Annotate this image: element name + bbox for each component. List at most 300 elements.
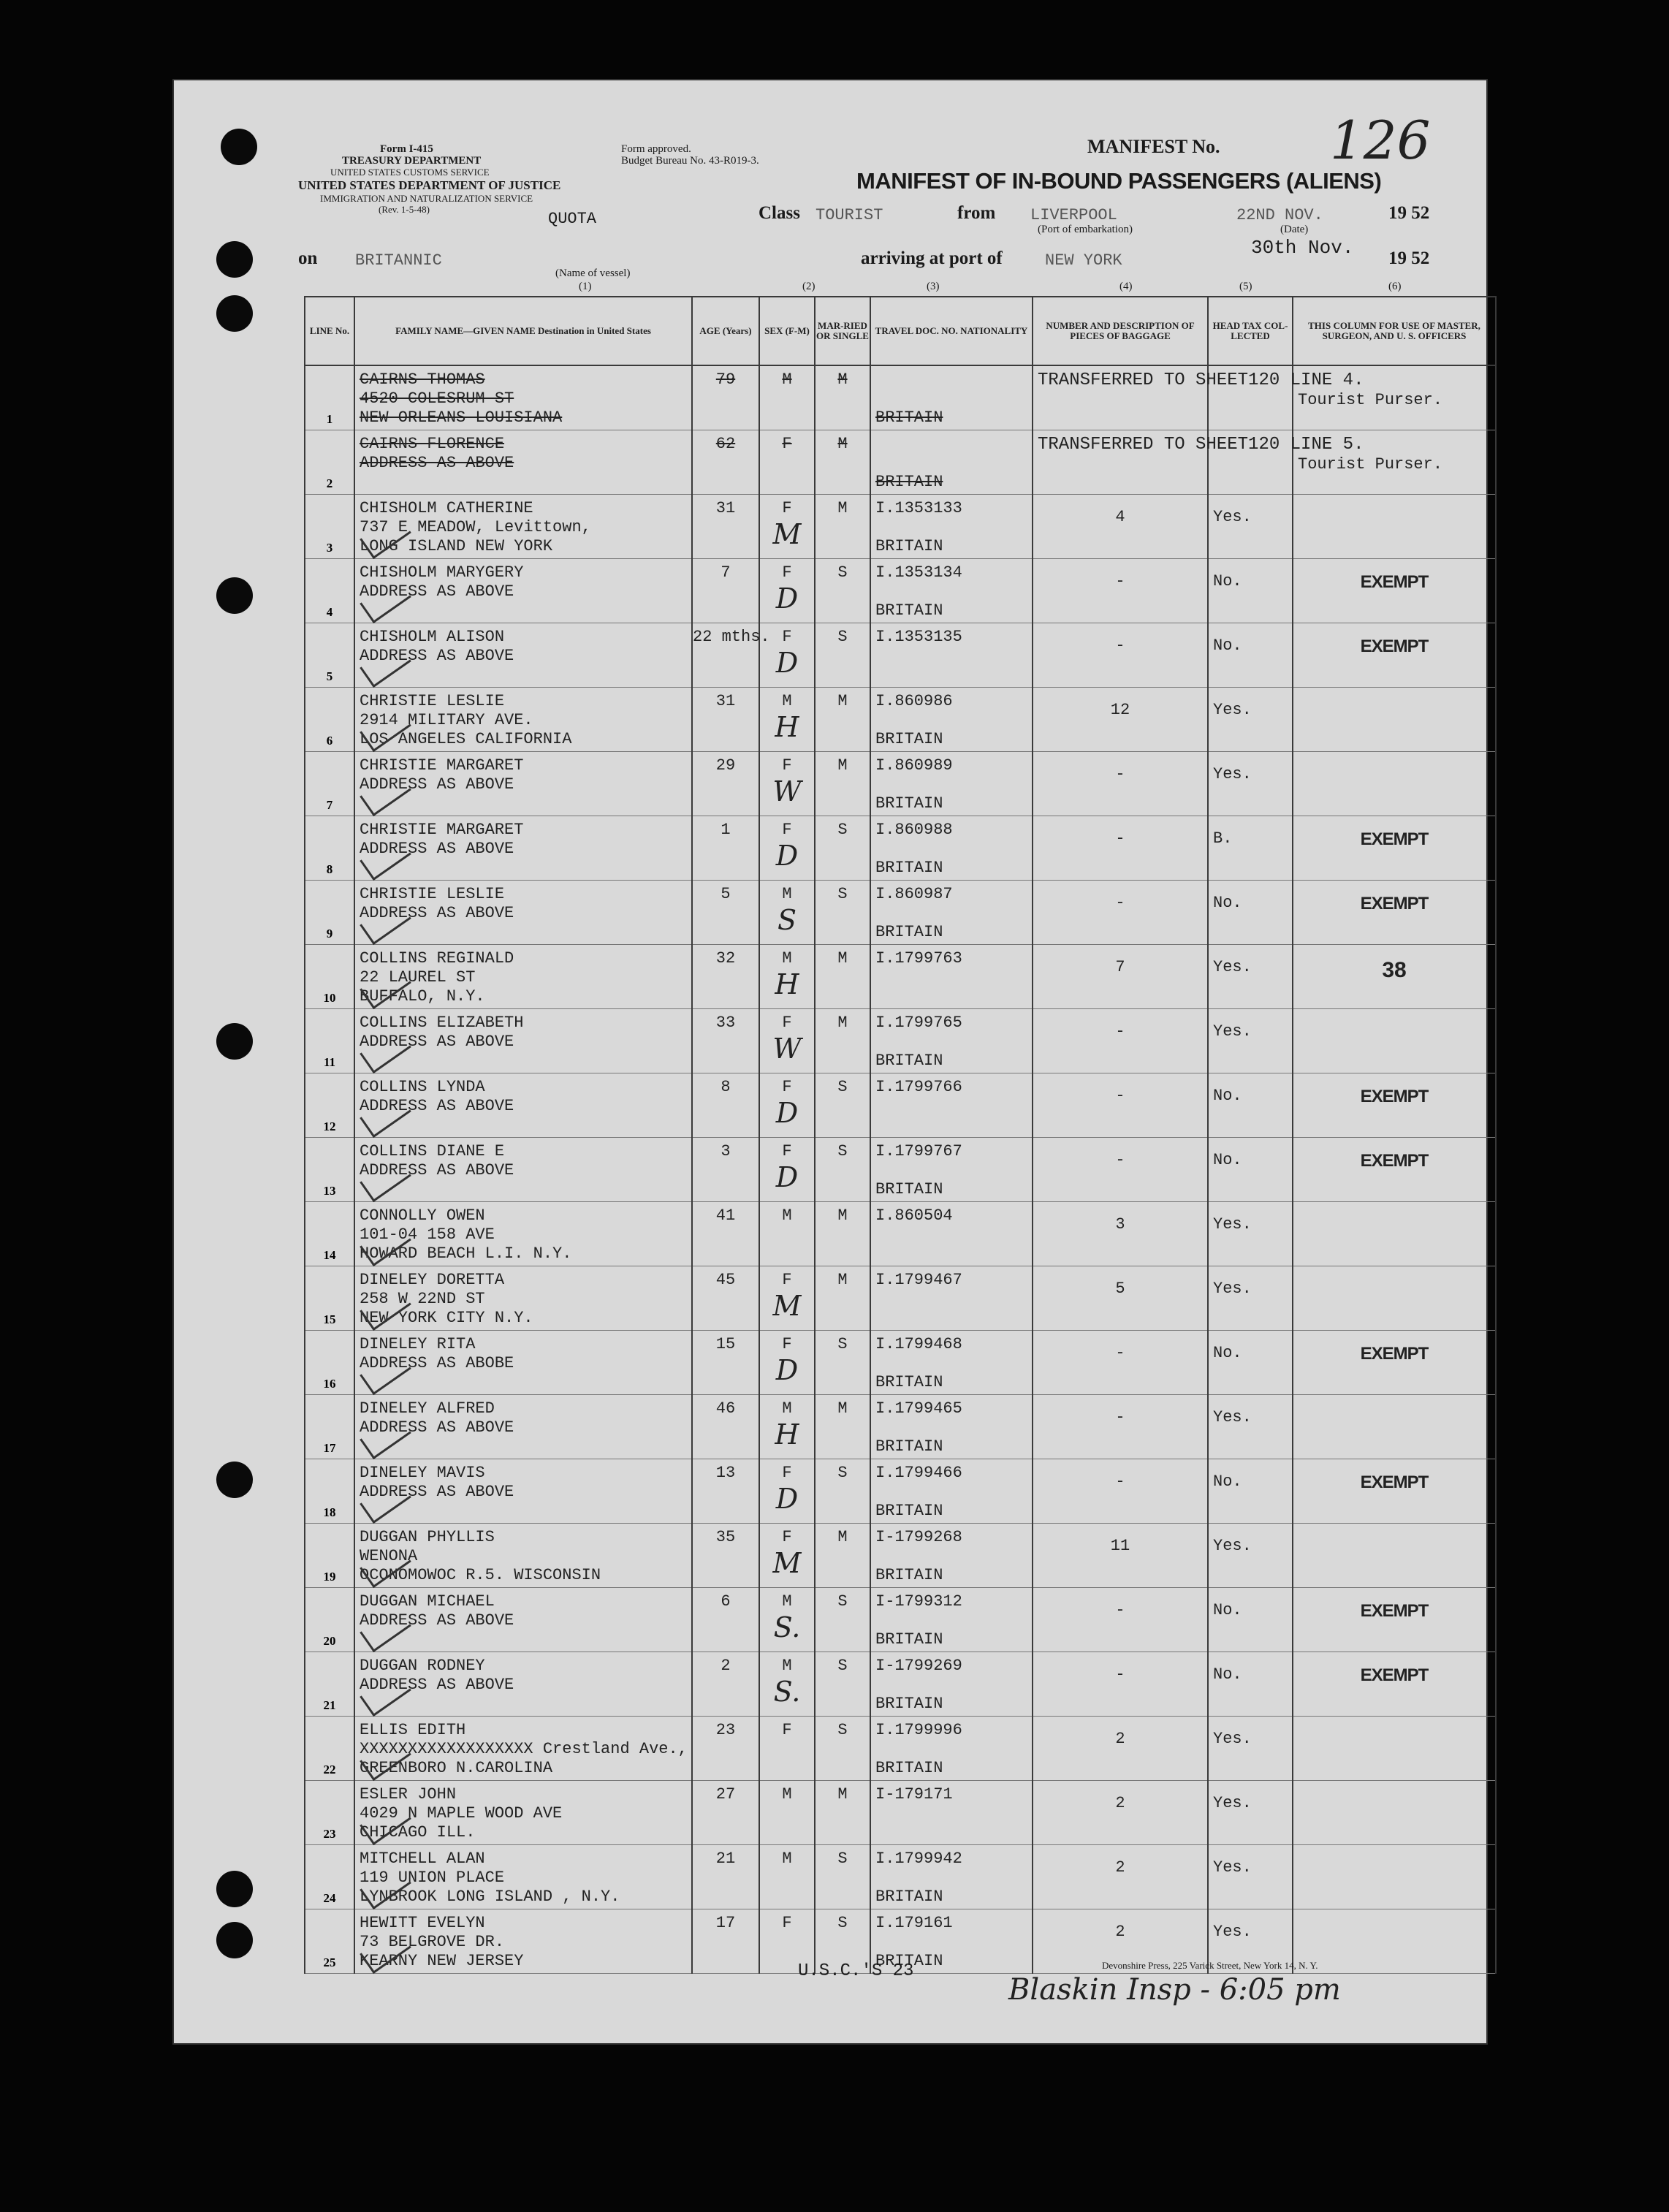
cell-married [815,1652,870,1717]
cell-sex [759,816,815,881]
arriving-label: arriving at port of [861,248,1003,268]
cell-line [305,1395,354,1459]
nationality: BRITAIN [875,473,943,491]
inspector-signature: Blaskin Insp - 6:05 pm [1008,1973,1341,2007]
passenger-age: 8 [721,1078,731,1096]
cell-head-tax [1208,1009,1293,1073]
from-value: LIVERPOOL [1030,206,1117,224]
passenger-age: 21 [715,1850,736,1868]
cell-name [354,1138,692,1202]
line-number: 5 [326,669,333,683]
cell-married [815,1524,870,1588]
marital-status: S [837,1464,848,1482]
passenger-age: 6 [721,1592,731,1611]
cell-age [692,1588,759,1652]
cell-sex [759,688,815,752]
passenger-name: CHRISTIE MARGARET [360,756,524,775]
destination-line1: ADDRESS AS ABOVE [360,1418,514,1437]
passenger-age: 62 [715,435,736,453]
cell-line [305,430,354,495]
cell-sex [759,623,815,688]
table-header-row [305,297,1496,365]
examiner-mark: D [775,1483,799,1515]
cell-baggage [1033,1138,1208,1202]
cell-officers [1293,430,1496,495]
cell-sex [759,430,815,495]
cell-officers [1293,1073,1496,1138]
table-row [305,430,1496,495]
cell-baggage [1033,688,1208,752]
baggage-count: 2 [1115,1923,1125,1941]
cell-name [354,559,692,623]
header-baggage: NUMBER AND DESCRIPTION OF PIECES OF BAGGAGE [1033,297,1208,365]
marital-status: S [837,1335,848,1353]
cell-name [354,1459,692,1524]
destination-line1: ADDRESS AS ABOVE [360,1483,514,1501]
travel-doc-number: I.1799996 [875,1721,962,1739]
cell-sex [759,881,815,945]
baggage-count: 2 [1115,1858,1125,1877]
travel-doc-number: I.1799767 [875,1142,962,1160]
header-age: AGE (Years) [692,297,759,365]
destination-line1: 101-04 158 AVE [360,1225,495,1244]
table-row [305,1266,1496,1331]
destination-line1: 119 UNION PLACE [360,1869,505,1887]
destination-line1: ADDRESS AS ABOVE [360,582,514,601]
travel-doc-number: I.1799466 [875,1464,962,1482]
table-row [305,495,1496,559]
head-tax: Yes. [1213,1215,1252,1234]
treasury-dept: TREASURY DEPARTMENT [342,155,482,167]
cell-officers [1293,365,1496,430]
line-number: 9 [326,927,333,940]
nationality: BRITAIN [875,923,943,941]
cell-officers [1293,1395,1496,1459]
destination-line1: 22 LAUREL ST [360,968,476,987]
arrival-date: 30th Nov. [1251,237,1354,259]
passenger-sex: M [782,1657,792,1675]
marital-status: S [837,1592,848,1611]
cell-name [354,688,692,752]
nationality: BRITAIN [875,1566,943,1584]
line-number: 8 [326,862,333,876]
cell-officers [1293,559,1496,623]
travel-doc-number: I.1799763 [875,949,962,968]
head-tax: Yes. [1213,508,1252,526]
cell-baggage [1033,1588,1208,1652]
header-married: MAR-RIED OR SINGLE [815,297,870,365]
destination-line1: WENONA [360,1547,418,1565]
cell-baggage [1033,1652,1208,1717]
line-number: 15 [323,1312,336,1326]
passenger-sex: F [782,435,792,453]
passenger-name: CAIRNS THOMAS [360,370,485,389]
arriving-port: NEW YORK [1045,251,1122,270]
cell-married [815,430,870,495]
destination-line1: 737 E MEADOW, Levittown, [360,518,591,536]
cell-line [305,945,354,1009]
line-number: 10 [323,991,336,1005]
destination-line2: LOS ANGELES CALIFORNIA [360,730,572,748]
marital-status: M [837,1399,848,1418]
cell-head-tax [1208,1266,1293,1331]
cell-name [354,365,692,430]
examiner-mark: M [772,1547,802,1579]
travel-doc-number: I.1799766 [875,1078,962,1096]
cell-married [815,1266,870,1331]
line-number: 18 [323,1505,336,1519]
cell-doc [870,688,1033,752]
passenger-name: DUGGAN PHYLLIS [360,1528,495,1546]
cell-line [305,1331,354,1395]
marital-status: M [837,499,848,517]
year-embark: 19 52 [1388,203,1430,223]
cell-doc [870,1717,1033,1781]
cell-officers [1293,1202,1496,1266]
travel-doc-number: I.1799765 [875,1014,962,1032]
destination-line1: XXXXXXXXXXXXXXXXXX Crestland Ave., [360,1740,688,1758]
cell-sex [759,1588,815,1652]
cell-age [692,623,770,688]
officer-note: Tourist Purser. [1298,391,1443,409]
cell-line [305,1138,354,1202]
passenger-age: 31 [715,692,736,710]
cell-sex [759,1845,815,1909]
baggage-count: 7 [1115,958,1125,976]
cell-doc [870,1266,1033,1331]
cell-baggage [1033,1073,1208,1138]
table-row [305,945,1496,1009]
column-number: (2) [802,281,816,292]
cell-officers [1293,1781,1496,1845]
cell-married [815,1588,870,1652]
column-number: (5) [1239,281,1252,292]
baggage-count: 4 [1115,508,1125,526]
cell-baggage [1033,1395,1208,1459]
cell-married [815,1459,870,1524]
passenger-sex: F [782,1014,792,1032]
line-number: 17 [323,1441,336,1455]
cell-age [692,1459,759,1524]
passenger-name: DUGGAN MICHAEL [360,1592,495,1611]
line-number: 14 [323,1248,336,1262]
cell-baggage [1033,1202,1208,1266]
travel-doc-number: I.860987 [875,885,953,903]
table-row [305,1588,1496,1652]
passenger-name: CHISHOLM ALISON [360,628,505,646]
form-approved: Form approved. [621,143,691,155]
marital-status: S [837,1078,848,1096]
officer-note: EXEMPT [1360,572,1429,592]
officer-note: EXEMPT [1360,1665,1429,1685]
baggage-count: 12 [1110,701,1130,719]
cell-head-tax [1208,881,1293,945]
cell-doc [870,1073,1033,1138]
passenger-name: CONNOLLY OWEN [360,1206,485,1225]
destination-line1: 258 W 22ND ST [360,1290,485,1308]
cell-married [815,365,870,430]
examiner-mark: M [772,518,802,550]
examiner-mark: D [775,647,799,679]
cell-sex [759,1009,815,1073]
travel-doc-number: I.860986 [875,692,953,710]
manifest-number: 126 [1330,110,1431,171]
nationality: BRITAIN [875,1052,943,1070]
destination-line1: ADDRESS AS ABOVE [360,1611,514,1630]
cell-officers [1293,623,1496,688]
cell-age [692,945,759,1009]
marital-status: M [837,435,848,453]
table-row [305,1652,1496,1717]
head-tax: No. [1213,636,1242,655]
table-row [305,1781,1496,1845]
cell-name [354,495,692,559]
travel-doc-number: I-1799269 [875,1657,962,1675]
line-number: 2 [326,476,333,490]
table-row [305,752,1496,816]
column-number: (6) [1388,281,1402,292]
travel-doc-number: I.179161 [875,1914,953,1932]
table-row [305,559,1496,623]
cell-head-tax [1208,688,1293,752]
examiner-mark: D [775,840,799,872]
passenger-sex: M [782,885,792,903]
passenger-sex: M [782,370,792,389]
cell-married [815,945,870,1009]
marital-status: M [837,1785,848,1804]
travel-doc-number: I.1799467 [875,1271,962,1289]
cell-sex [759,365,815,430]
cell-head-tax [1208,1588,1293,1652]
cell-doc [870,1395,1033,1459]
examiner-mark: D [775,1097,799,1129]
cell-sex [759,752,815,816]
destination-line1: ADDRESS AS ABOVE [360,904,514,922]
officer-note: EXEMPT [1360,829,1429,849]
baggage-count: TRANSFERRED TO SHEET120 LINE 4. [1038,370,1364,390]
budget-bureau: Budget Bureau No. 43-R019-3. [621,155,759,167]
destination-line2: BUFFALO, N.Y. [360,987,485,1006]
cell-age [692,495,759,559]
cell-officers [1293,816,1496,881]
justice-dept: UNITED STATES DEPARTMENT OF JUSTICE [298,178,561,192]
cell-head-tax [1208,430,1293,495]
nationality: BRITAIN [875,859,943,877]
examiner-mark: S [777,904,797,936]
cell-doc [870,945,1033,1009]
cell-age [692,1717,759,1781]
cell-doc [870,365,1033,430]
cell-married [815,1073,870,1138]
cell-sex [759,1652,815,1717]
cell-head-tax [1208,1652,1293,1717]
cell-age [692,1781,759,1845]
cell-baggage [1033,1524,1208,1588]
cell-age [692,1652,759,1717]
line-number: 3 [326,541,333,555]
cell-name [354,1909,692,1974]
cell-head-tax [1208,1202,1293,1266]
cell-age [692,881,759,945]
cell-married [815,1845,870,1909]
baggage-count: 11 [1110,1537,1130,1555]
passenger-age: 33 [715,1014,736,1032]
passenger-name: DINELEY ALFRED [360,1399,495,1418]
head-tax: No. [1213,1087,1242,1105]
cell-officers [1293,1652,1496,1717]
cell-baggage [1033,1781,1208,1845]
line-number: 7 [326,798,333,812]
cell-age [692,365,759,430]
destination-line1: ADDRESS AS ABOVE [360,454,514,472]
nationality: BRITAIN [875,1952,943,1970]
destination-line1: ADDRESS AS ABOBE [360,1354,514,1372]
baggage-count: 3 [1115,1215,1125,1234]
baggage-count: 2 [1115,1794,1125,1812]
cell-head-tax [1208,1459,1293,1524]
passenger-age: 15 [715,1335,736,1353]
passenger-age: 7 [721,563,731,582]
nationality: BRITAIN [875,1888,943,1906]
travel-doc-number: I.860988 [875,821,953,839]
destination-line1: ADDRESS AS ABOVE [360,1033,514,1051]
cell-line [305,1781,354,1845]
passenger-name: MITCHELL ALAN [360,1850,485,1868]
cell-officers [1293,1845,1496,1909]
passenger-age: 35 [715,1528,736,1546]
manifest-title: MANIFEST OF IN-BOUND PASSENGERS (ALIENS) [856,168,1382,194]
form-number: Form I-415 [380,143,433,155]
cell-officers [1293,495,1496,559]
destination-line1: 2914 MILITARY AVE. [360,711,533,729]
baggage-count: - [1115,1087,1125,1105]
table-row [305,1395,1496,1459]
line-number: 23 [323,1827,336,1841]
line-number: 21 [323,1698,336,1712]
header-sex: SEX (F-M) [759,297,815,365]
passenger-sex: F [782,1528,792,1546]
passenger-table [304,296,1497,1974]
year-arrival: 19 52 [1388,248,1430,268]
cell-head-tax [1208,559,1293,623]
cell-baggage [1033,1717,1208,1781]
examiner-mark: H [775,1418,799,1451]
baggage-count: 2 [1115,1730,1125,1748]
passenger-sex: F [782,756,792,775]
cell-baggage [1033,1845,1208,1909]
passenger-age: 13 [715,1464,736,1482]
destination-line1: ADDRESS AS ABOVE [360,840,514,858]
cell-name [354,623,692,688]
head-tax: No. [1213,1472,1242,1491]
uscs-number: U.S.C.'S 23 [798,1961,914,1981]
cell-officers [1293,1138,1496,1202]
passenger-age: 79 [715,370,736,389]
examiner-mark: M [772,1290,802,1322]
cell-married [815,1202,870,1266]
marital-status: M [837,1014,848,1032]
table-row [305,688,1496,752]
cell-age [692,1845,759,1909]
cell-baggage [1033,623,1208,688]
cell-head-tax [1208,816,1293,881]
cell-married [815,1009,870,1073]
from-label: from [957,203,996,223]
cell-head-tax [1208,365,1293,430]
baggage-count: - [1115,1472,1125,1491]
line-number: 16 [323,1377,336,1391]
examiner-mark: H [775,711,799,743]
cell-age [692,1524,759,1588]
head-tax: Yes. [1213,1858,1252,1877]
cell-married [815,1395,870,1459]
passenger-name: CAIRNS FLORENCE [360,435,505,453]
cell-baggage [1033,816,1208,881]
cell-married [815,881,870,945]
cell-head-tax [1208,945,1293,1009]
cell-age [692,1073,759,1138]
passenger-age: 45 [715,1271,736,1289]
marital-status: M [837,1206,848,1225]
passenger-age: 41 [715,1206,736,1225]
marital-status: M [837,1528,848,1546]
table-row [305,365,1496,430]
officer-note: EXEMPT [1360,1472,1429,1492]
cell-officers [1293,1009,1496,1073]
baggage-count: - [1115,572,1125,590]
cell-age [692,1331,759,1395]
cell-age [692,1202,759,1266]
examiner-mark: W [772,775,802,807]
passenger-age: 1 [721,821,731,839]
cell-doc [870,623,1033,688]
marital-status: S [837,1657,848,1675]
head-tax: Yes. [1213,1022,1252,1041]
cell-head-tax [1208,1073,1293,1138]
marital-status: M [837,949,848,968]
destination-line2: OCONOMOWOC R.5. WISCONSIN [360,1566,601,1584]
cell-married [815,688,870,752]
passenger-name: DINELEY DORETTA [360,1271,505,1289]
cell-doc [870,752,1033,816]
passenger-age: 5 [721,885,731,903]
cell-sex [759,1524,815,1588]
passenger-name: COLLINS DIANE E [360,1142,505,1160]
punch-hole [216,1871,253,1907]
passenger-sex: F [782,1142,792,1160]
passenger-name: DINELEY RITA [360,1335,476,1353]
form-revision: (Rev. 1-5-48) [379,204,430,215]
manifest-no-label: MANIFEST No. [1087,136,1220,157]
cell-line [305,1717,354,1781]
passenger-sex: F [782,821,792,839]
table-row [305,816,1496,881]
printer-imprint: Devonshire Press, 225 Varick Street, New York 14, N. Y. [1102,1960,1318,1971]
baggage-count: - [1115,1665,1125,1684]
nationality: BRITAIN [875,537,943,555]
punch-hole [216,1023,253,1060]
cell-age [692,1009,759,1073]
passenger-age: 32 [715,949,736,968]
examiner-mark: D [775,582,799,615]
passenger-age: 46 [715,1399,736,1418]
header-officers: THIS COLUMN FOR USE OF MASTER, SURGEON, AND U. S. OFFICERS [1293,297,1496,365]
cell-married [815,752,870,816]
cell-line [305,1845,354,1909]
port-embark-label: (Port of embarkation) [1038,224,1133,235]
baggage-count: TRANSFERRED TO SHEET120 LINE 5. [1038,435,1364,455]
passenger-sex: F [782,1078,792,1096]
